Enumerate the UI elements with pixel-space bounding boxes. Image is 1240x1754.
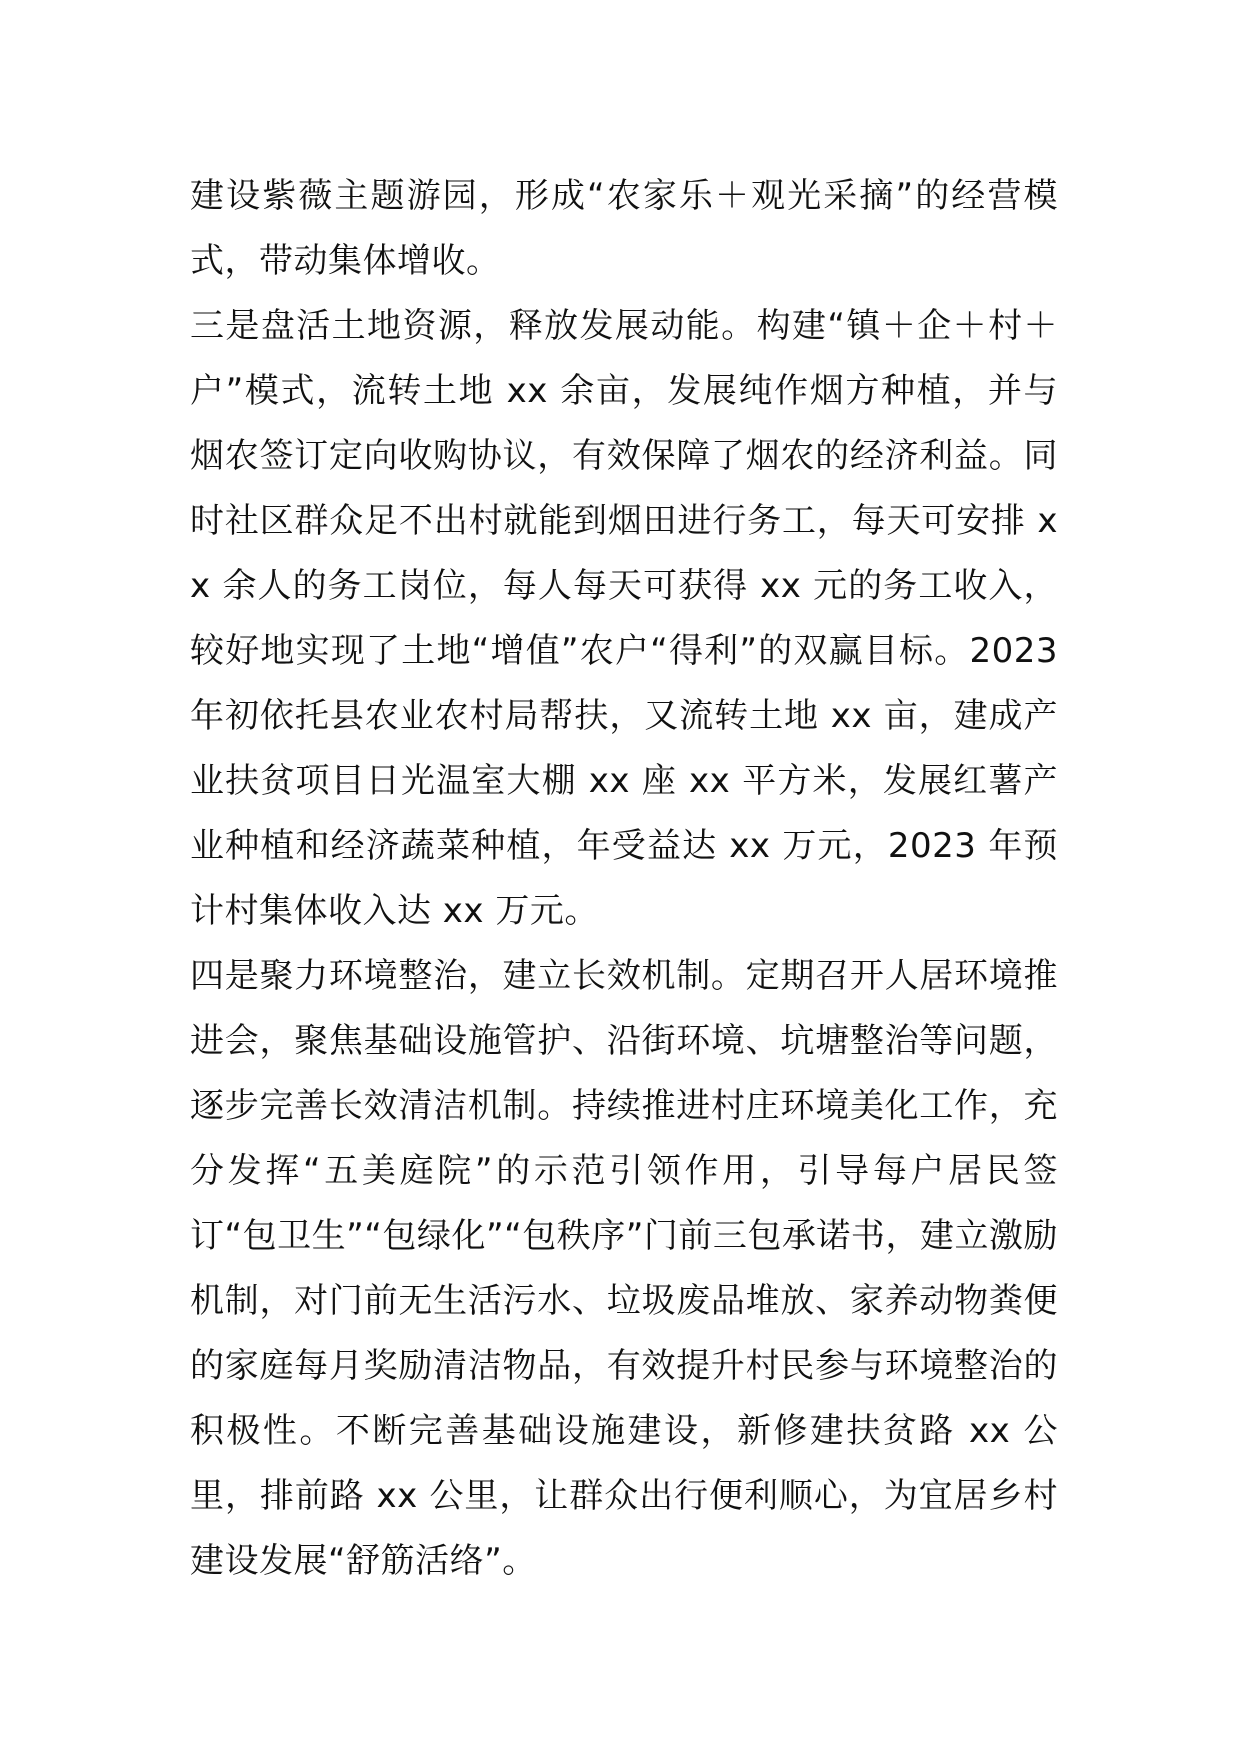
paragraph-continuation: 建设紫薇主题游园，形成“农家乐＋观光采摘”的经营模式，带动集体增收。: [190, 176, 1058, 281]
document-body: [190, 164, 1058, 1594]
paragraph-point-three: 三是盘活土地资源，释放发展动能。构建“镇＋企＋村＋户”模式，流转土地 xx 余亩，发展纯作烟方种植，并与烟农签订定向收购协议，有效保障了烟农的经济利益。同时社区群众足不出村就能到烟田进行务工，每天可安排 xx 余人的务工岗位，每人每天可获得 xx 元的务工收入，较好地实现了土地“增值”农户“得利”的双赢目标。2023 年初依托县农业农村局帮扶，又流转土地 xx 亩，建成产业扶贫项目日光温室大棚 xx 座 xx 平方米，发展红薯产业种植和经济蔬菜种植，年受益达 xx 万元，2023 年预计村集体收入达 xx 万元。: [190, 306, 1058, 931]
paragraph-point-four: 四是聚力环境整治，建立长效机制。定期召开人居环境推进会，聚焦基础设施管护、沿街环境、坑塘整治等问题，逐步完善长效清洁机制。持续推进村庄环境美化工作，充分发挥“五美庭院”的示范引领作用，引导每户居民签订“包卫生”“包绿化”“包秩序”门前三包承诺书，建立激励机制，对门前无生活污水、垃圾废品堆放、家养动物粪便的家庭每月奖励清洁物品，有效提升村民参与环境整治的积极性。不断完善基础设施建设，新修建扶贫路 xx 公里，排前路 xx 公里，让群众出行便利顺心，为宜居乡村建设发展“舒筋活络”。: [190, 956, 1058, 1581]
